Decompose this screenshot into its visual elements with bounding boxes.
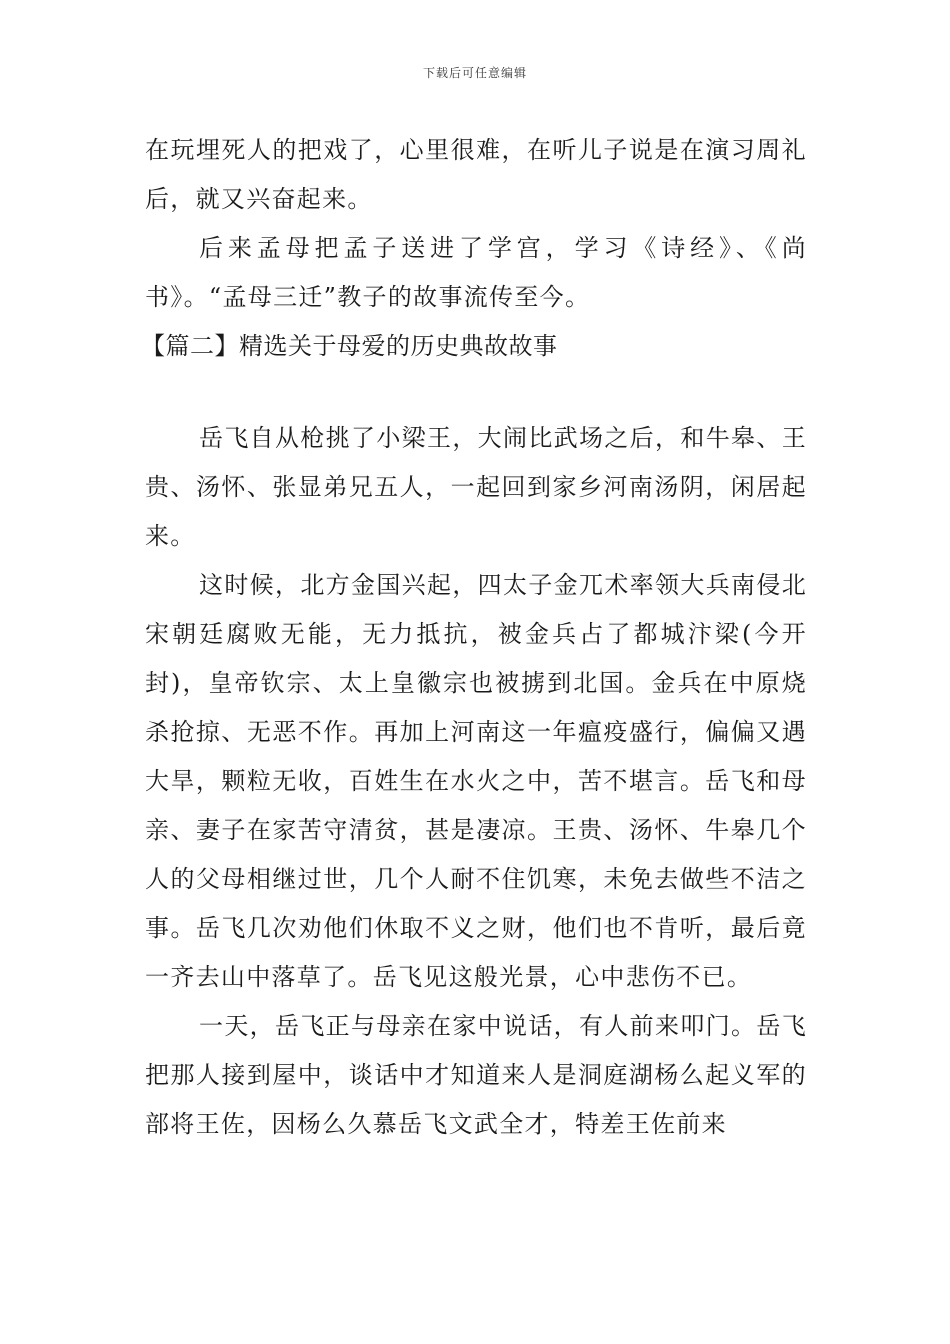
paragraph-mencius-mother: 后来孟母把孟子送进了学宫，学习《诗经》、《尚书》。“孟母三迁”教子的故事流传至今。 [145,234,807,311]
section-heading: 【篇二】精选关于母爱的历史典故故事 [141,332,558,360]
page-header: 下载后可任意编辑 [422,66,527,80]
paragraph-continuation: 在玩埋死人的把戏了，心里很难，在听儿子说是在演习周礼后，就又兴奋起来。 [145,136,807,213]
document-body [141,126,807,1149]
blank-line [145,371,807,414]
paragraph-visitor: 一天，岳飞正与母亲在家中说话，有人前来叩门。岳飞把那人接到屋中，谈话中才知道来人是洞庭湖杨么起义军的部将王佐，因杨么久慕岳飞文武全才，特差王佐前来 [145,1012,807,1138]
paragraph-yuefei-intro: 岳飞自从枪挑了小梁王，大闹比武场之后，和牛皋、王贵、汤怀、张显弟兄五人，一起回到家乡河南汤阴，闲居起来。 [145,424,807,550]
paragraph-jin-invasion: 这时候，北方金国兴起，四太子金兀术率领大兵南侵北宋朝廷腐败无能，无力抵抗，被金兵占了都城汴梁(今开封)，皇帝钦宗、太上皇徽宗也被掳到北国。金兵在中原烧杀抢掠、无恶不作。再加上河南这一年瘟疫盛行，偏偏又遇大旱，颗粒无收，百姓生在水火之中，苦不堪言。岳飞和母亲、妻子在家苦守清贫，甚是凄凉。王贵、汤怀、牛皋几个人的父母相继过世，几个人耐不住饥寒，未免去做些不洁之事。岳飞几次劝他们休取不义之财，他们也不肯听，最后竟一齐去山中落草了。岳飞见这般光景，心中悲伤不已。 [145,571,807,991]
